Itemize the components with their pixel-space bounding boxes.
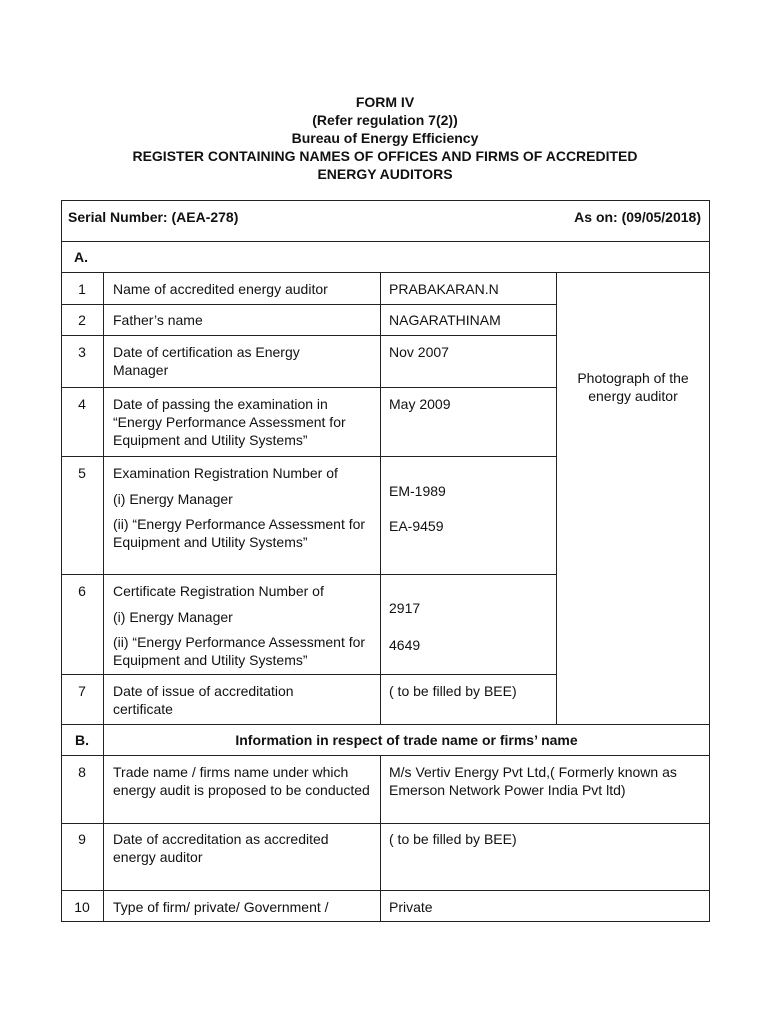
table-rule (61, 574, 556, 575)
row-value: May 2009 (389, 396, 451, 412)
row-value: M/s Vertiv Energy Pvt Ltd,( Formerly known as Emerson Network Power India Pvt ltd) (389, 764, 677, 798)
table-rule (61, 823, 710, 824)
row-label: Date of certification as Energy Manager (113, 344, 300, 378)
table-rule (61, 304, 556, 305)
table-border-top (61, 200, 710, 201)
table-border-left (61, 200, 62, 922)
row-label: Certificate Registration Number of (113, 583, 324, 599)
row-sub-label: (i) Energy Manager (113, 609, 233, 625)
serial-number: Serial Number: (AEA-278) (68, 209, 239, 225)
table-rule (61, 755, 710, 756)
row-label: Date of passing the examination in “Energy Performance Assessment for Equipment and Utility Systems” (113, 396, 346, 448)
row-value: NAGARATHINAM (389, 312, 501, 328)
register-title: REGISTER CONTAINING NAMES OF OFFICES AND FIRMS OF ACCREDITED (132, 148, 638, 164)
table-column-rule (380, 272, 381, 725)
row-sub-label: (ii) “Energy Performance Assessment for Equipment and Utility Systems” (113, 634, 366, 668)
section-b-title: Information in respect of trade name or firms’ name (235, 732, 578, 748)
table-rule (61, 272, 710, 273)
bureau-name: Bureau of Energy Efficiency (291, 130, 479, 146)
row-value: PRABAKARAN.N (389, 281, 499, 297)
table-rule (61, 890, 710, 891)
row-number: 6 (78, 583, 86, 599)
table-rule (61, 456, 556, 457)
row-label: Type of firm/ private/ Government / (113, 899, 329, 915)
table-column-rule (380, 755, 381, 922)
row-number: 9 (78, 831, 86, 847)
as-on-date: As on: (09/05/2018) (574, 209, 701, 225)
regulation-reference: (Refer regulation 7(2)) (312, 112, 458, 128)
table-column-rule (556, 272, 557, 725)
section-b-label: B. (75, 732, 89, 748)
table-rule (61, 335, 556, 336)
table-rule (61, 724, 710, 725)
row-value: ( to be filled by BEE) (389, 831, 517, 847)
table-rule (61, 241, 710, 242)
row-number: 3 (78, 344, 86, 360)
row-number: 8 (78, 764, 86, 780)
register-title-continued: ENERGY AUDITORS (317, 166, 453, 182)
row-sub-label: (ii) “Energy Performance Assessment for Equipment and Utility Systems” (113, 516, 366, 550)
row-number: 5 (78, 465, 86, 481)
row-value: 4649 (389, 637, 421, 653)
photo-placeholder: Photograph of the energy auditor (577, 370, 689, 404)
row-number: 2 (78, 312, 86, 328)
row-label: Trade name / firms name under which energy audit is proposed to be conducted (113, 764, 370, 798)
row-label: Father’s name (113, 312, 203, 328)
row-number: 1 (78, 281, 86, 297)
row-value: ( to be filled by BEE) (389, 683, 517, 699)
table-border-right (709, 200, 710, 922)
row-number: 10 (74, 899, 90, 915)
row-value: Private (389, 899, 433, 915)
row-label: Name of accredited energy auditor (113, 281, 328, 297)
row-value: 2917 (389, 600, 421, 616)
row-label: Examination Registration Number of (113, 465, 338, 481)
row-sub-label: (i) Energy Manager (113, 491, 233, 507)
row-number: 4 (78, 396, 86, 412)
section-a-label: A. (74, 249, 88, 265)
table-rule (61, 674, 556, 675)
table-border-bottom (61, 921, 710, 922)
table-rule (61, 387, 556, 388)
form-header (0, 93, 770, 183)
table-column-rule (103, 272, 104, 922)
row-value: EA-9459 (389, 518, 444, 534)
form-number: FORM IV (355, 94, 415, 110)
row-value: Nov 2007 (389, 344, 449, 360)
row-number: 7 (78, 683, 86, 699)
register-table (61, 200, 710, 922)
row-value: EM-1989 (389, 483, 446, 499)
row-label: Date of issue of accreditation certificate (113, 683, 294, 717)
row-label: Date of accreditation as accredited energy auditor (113, 831, 329, 865)
